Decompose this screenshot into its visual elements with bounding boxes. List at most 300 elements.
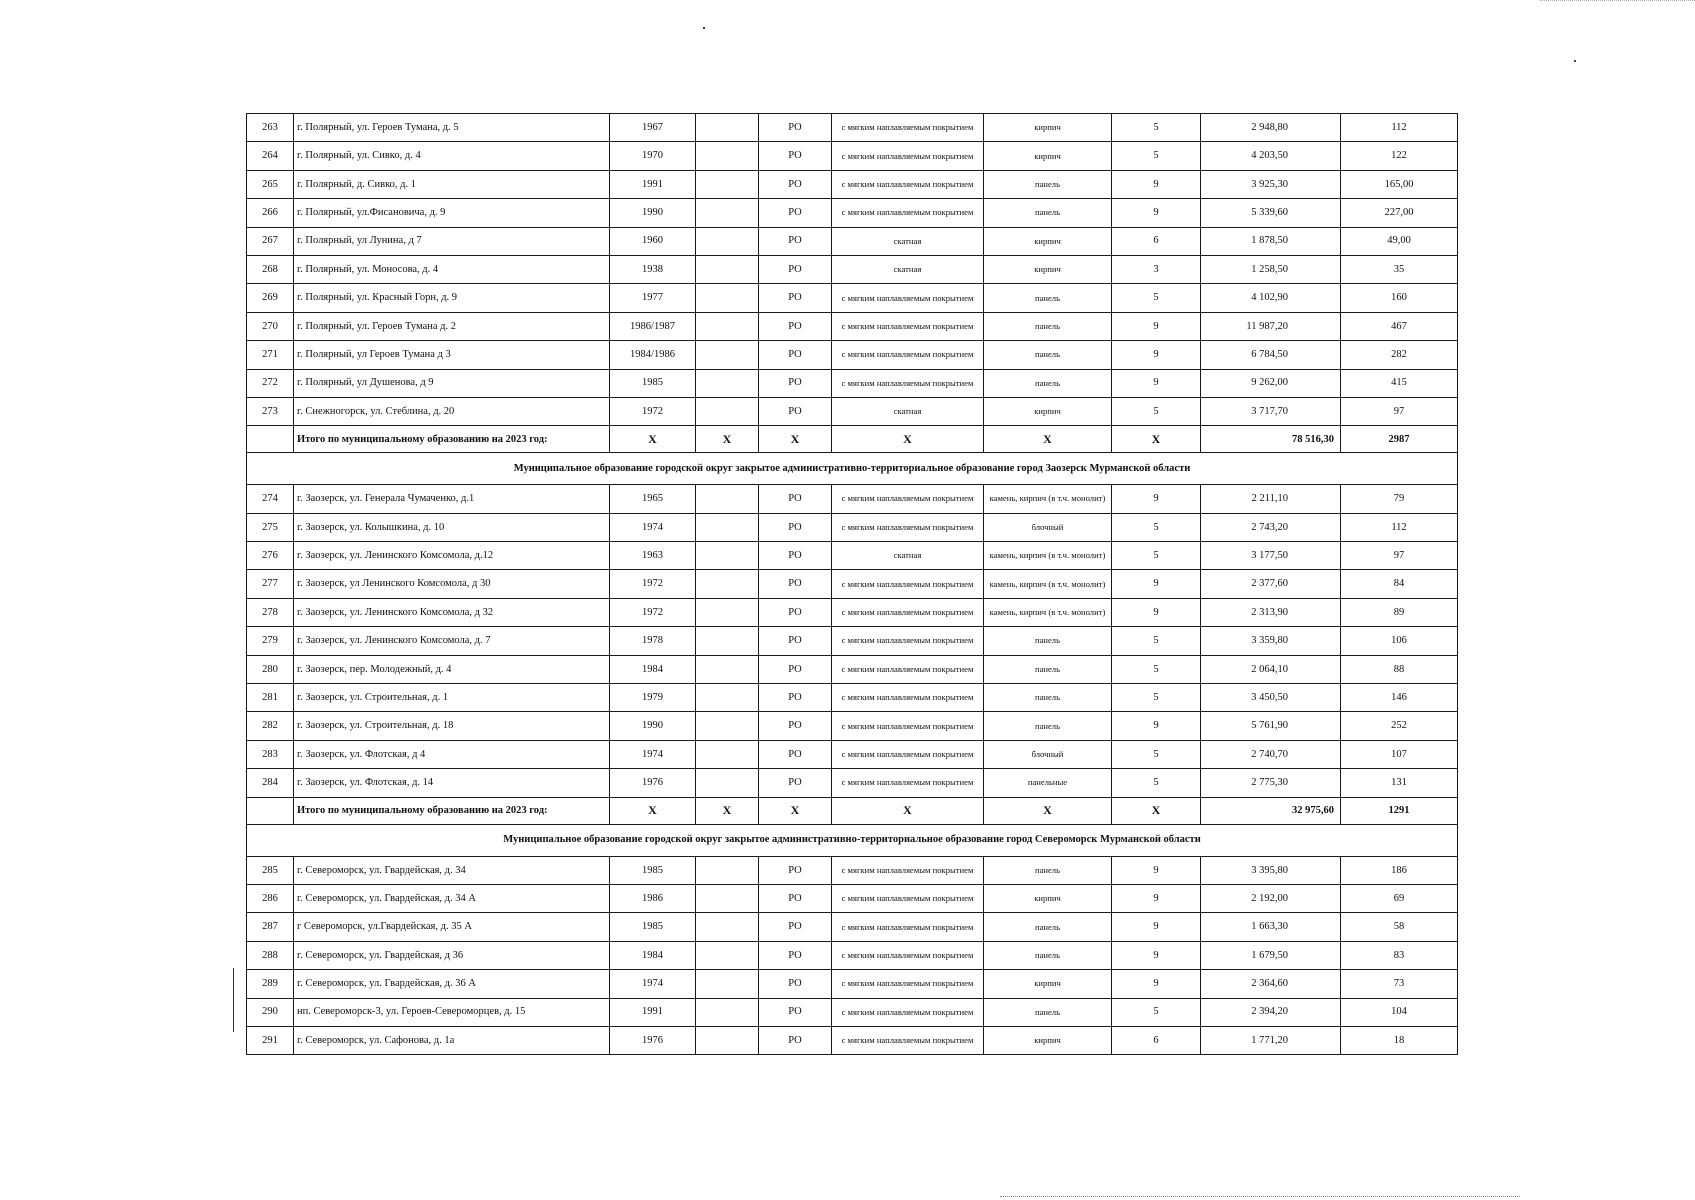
roof-cell: с мягким наплавляемым покрытием: [832, 142, 984, 170]
scan-edge-artifact: [1540, 0, 1695, 2]
area-cell: 5 761,90: [1201, 712, 1341, 740]
area-cell: 3 359,80: [1201, 627, 1341, 655]
total-area: 32 975,60: [1201, 797, 1341, 824]
blank-cell: [696, 284, 759, 312]
row-number: 289: [247, 970, 294, 998]
scan-bottom-artifact: [1000, 1196, 1520, 1198]
wall-material-cell: панель: [984, 941, 1112, 969]
residents-cell: 104: [1341, 998, 1458, 1026]
residents-cell: 146: [1341, 684, 1458, 712]
roof-cell: с мягким наплавляемым покрытием: [832, 1026, 984, 1054]
wall-material-cell: кирпич: [984, 114, 1112, 142]
total-x-mark: X: [984, 426, 1112, 453]
blank-cell: [696, 970, 759, 998]
address-cell: г. Заозерск, ул. Колышкина, д. 10: [294, 513, 610, 541]
wall-material-cell: кирпич: [984, 255, 1112, 283]
roof-cell: скатная: [832, 255, 984, 283]
roof-cell: с мягким наплавляемым покрытием: [832, 627, 984, 655]
wall-material-cell: панель: [984, 199, 1112, 227]
year-cell: 1990: [610, 199, 696, 227]
address-cell: г. Заозерск, ул. Ленинского Комсомола, д.12: [294, 542, 610, 570]
blank-cell: [696, 998, 759, 1026]
residents-cell: 97: [1341, 542, 1458, 570]
floors-cell: 5: [1112, 740, 1201, 768]
address-cell: г. Заозерск, пер. Молодежный, д. 4: [294, 655, 610, 683]
total-empty-cell: [247, 426, 294, 453]
table-row: [247, 255, 1458, 283]
total-empty-cell: [247, 797, 294, 824]
row-number: 280: [247, 655, 294, 683]
total-row: [247, 797, 1458, 824]
roof-cell: скатная: [832, 227, 984, 255]
address-cell: г. Снежногорск, ул. Стеблина, д. 20: [294, 397, 610, 425]
scan-speck: [1574, 60, 1576, 62]
address-cell: г. Североморск, ул. Гвардейская, д 36: [294, 941, 610, 969]
row-number: 281: [247, 684, 294, 712]
table-row: [247, 142, 1458, 170]
total-x-mark: X: [696, 797, 759, 824]
blank-cell: [696, 884, 759, 912]
row-number: 275: [247, 513, 294, 541]
residents-cell: 89: [1341, 598, 1458, 626]
area-cell: 2 948,80: [1201, 114, 1341, 142]
row-number: 267: [247, 227, 294, 255]
address-cell: г. Полярный, ул. Сивко, д. 4: [294, 142, 610, 170]
residents-cell: 165,00: [1341, 170, 1458, 198]
address-cell: г. Североморск, ул. Гвардейская, д. 36 А: [294, 970, 610, 998]
wall-material-cell: кирпич: [984, 1026, 1112, 1054]
row-number: 288: [247, 941, 294, 969]
type-cell: РО: [759, 655, 832, 683]
area-cell: 2 364,60: [1201, 970, 1341, 998]
blank-cell: [696, 542, 759, 570]
roof-cell: с мягким наплавляемым покрытием: [832, 856, 984, 884]
area-cell: 1 258,50: [1201, 255, 1341, 283]
area-cell: 1 663,30: [1201, 913, 1341, 941]
area-cell: 2 394,20: [1201, 998, 1341, 1026]
floors-cell: 5: [1112, 397, 1201, 425]
residents-cell: 97: [1341, 397, 1458, 425]
wall-material-cell: камень, кирпич (в т.ч. монолит): [984, 542, 1112, 570]
type-cell: РО: [759, 227, 832, 255]
floors-cell: 5: [1112, 142, 1201, 170]
floors-cell: 5: [1112, 542, 1201, 570]
type-cell: РО: [759, 941, 832, 969]
table-row: [247, 485, 1458, 513]
type-cell: РО: [759, 542, 832, 570]
address-cell: г. Полярный, ул. Моносова, д. 4: [294, 255, 610, 283]
residents-cell: 35: [1341, 255, 1458, 283]
residents-cell: 112: [1341, 513, 1458, 541]
roof-cell: с мягким наплавляемым покрытием: [832, 769, 984, 797]
roof-cell: с мягким наплавляемым покрытием: [832, 199, 984, 227]
residents-cell: 73: [1341, 970, 1458, 998]
address-cell: нп. Североморск-3, ул. Героев-Североморцев, д. 15: [294, 998, 610, 1026]
area-cell: 2 211,10: [1201, 485, 1341, 513]
blank-cell: [696, 740, 759, 768]
wall-material-cell: панельные: [984, 769, 1112, 797]
type-cell: РО: [759, 627, 832, 655]
table-row: [247, 227, 1458, 255]
year-cell: 1984: [610, 941, 696, 969]
roof-cell: с мягким наплавляемым покрытием: [832, 598, 984, 626]
area-cell: 2 192,00: [1201, 884, 1341, 912]
row-number: 268: [247, 255, 294, 283]
roof-cell: с мягким наплавляемым покрытием: [832, 740, 984, 768]
row-number: 287: [247, 913, 294, 941]
year-cell: 1976: [610, 1026, 696, 1054]
total-area: 78 516,30: [1201, 426, 1341, 453]
table-row: [247, 284, 1458, 312]
blank-cell: [696, 941, 759, 969]
section-header-row: [247, 453, 1458, 485]
residents-cell: 58: [1341, 913, 1458, 941]
row-number: 266: [247, 199, 294, 227]
wall-material-cell: панель: [984, 284, 1112, 312]
table-row: [247, 970, 1458, 998]
type-cell: РО: [759, 513, 832, 541]
address-cell: г. Полярный, ул Душенова, д 9: [294, 369, 610, 397]
year-cell: 1972: [610, 397, 696, 425]
roof-cell: с мягким наплавляемым покрытием: [832, 970, 984, 998]
table-row: [247, 769, 1458, 797]
residents-cell: 79: [1341, 485, 1458, 513]
residents-cell: 467: [1341, 312, 1458, 340]
row-number: 282: [247, 712, 294, 740]
floors-cell: 9: [1112, 199, 1201, 227]
row-number: 278: [247, 598, 294, 626]
address-cell: г. Североморск, ул. Гвардейская, д. 34 А: [294, 884, 610, 912]
floors-cell: 9: [1112, 369, 1201, 397]
table-row: [247, 598, 1458, 626]
year-cell: 1972: [610, 598, 696, 626]
address-cell: г. Полярный, ул. Героев Тумана, д. 5: [294, 114, 610, 142]
area-cell: 2 313,90: [1201, 598, 1341, 626]
roof-cell: с мягким наплавляемым покрытием: [832, 284, 984, 312]
table-row: [247, 655, 1458, 683]
year-cell: 1991: [610, 170, 696, 198]
blank-cell: [696, 369, 759, 397]
total-row: [247, 426, 1458, 453]
address-cell: г. Заозерск, ул. Ленинского Комсомола, д 32: [294, 598, 610, 626]
area-cell: 2 775,30: [1201, 769, 1341, 797]
wall-material-cell: панель: [984, 341, 1112, 369]
year-cell: 1970: [610, 142, 696, 170]
residents-cell: 84: [1341, 570, 1458, 598]
roof-cell: с мягким наплавляемым покрытием: [832, 341, 984, 369]
year-cell: 1984/1986: [610, 341, 696, 369]
total-residents: 1291: [1341, 797, 1458, 824]
blank-cell: [696, 856, 759, 884]
type-cell: РО: [759, 712, 832, 740]
year-cell: 1974: [610, 513, 696, 541]
area-cell: 2 377,60: [1201, 570, 1341, 598]
document-sheet: [246, 113, 1457, 1055]
roof-cell: скатная: [832, 397, 984, 425]
area-cell: 3 177,50: [1201, 542, 1341, 570]
table-row: [247, 712, 1458, 740]
total-x-mark: X: [610, 426, 696, 453]
table-row: [247, 856, 1458, 884]
row-number: 273: [247, 397, 294, 425]
table-row: [247, 513, 1458, 541]
residents-cell: 415: [1341, 369, 1458, 397]
wall-material-cell: панель: [984, 170, 1112, 198]
roof-cell: с мягким наплавляемым покрытием: [832, 570, 984, 598]
roof-cell: с мягким наплавляемым покрытием: [832, 998, 984, 1026]
row-number: 271: [247, 341, 294, 369]
roof-cell: с мягким наплавляемым покрытием: [832, 513, 984, 541]
floors-cell: 5: [1112, 627, 1201, 655]
table-row: [247, 913, 1458, 941]
table-row: [247, 884, 1458, 912]
type-cell: РО: [759, 884, 832, 912]
residents-cell: 88: [1341, 655, 1458, 683]
roof-cell: скатная: [832, 542, 984, 570]
row-number: 283: [247, 740, 294, 768]
row-number: 276: [247, 542, 294, 570]
year-cell: 1974: [610, 970, 696, 998]
floors-cell: 9: [1112, 913, 1201, 941]
address-cell: г. Заозерск, ул Ленинского Комсомола, д 30: [294, 570, 610, 598]
type-cell: РО: [759, 199, 832, 227]
table-row: [247, 369, 1458, 397]
total-label: Итого по муниципальному образованию на 2023 год:: [294, 797, 610, 824]
type-cell: РО: [759, 970, 832, 998]
floors-cell: 9: [1112, 856, 1201, 884]
area-cell: 3 450,50: [1201, 684, 1341, 712]
area-cell: 4 203,50: [1201, 142, 1341, 170]
residents-cell: 107: [1341, 740, 1458, 768]
wall-material-cell: панель: [984, 369, 1112, 397]
blank-cell: [696, 485, 759, 513]
floors-cell: 5: [1112, 998, 1201, 1026]
wall-material-cell: блочный: [984, 740, 1112, 768]
total-x-mark: X: [832, 797, 984, 824]
table-body: [247, 114, 1458, 1055]
wall-material-cell: панель: [984, 856, 1112, 884]
type-cell: РО: [759, 170, 832, 198]
address-cell: г. Североморск, ул. Гвардейская, д. 34: [294, 856, 610, 884]
row-number: 277: [247, 570, 294, 598]
address-cell: г. Полярный, ул. Красный Горн, д. 9: [294, 284, 610, 312]
year-cell: 1979: [610, 684, 696, 712]
type-cell: РО: [759, 312, 832, 340]
year-cell: 1972: [610, 570, 696, 598]
type-cell: РО: [759, 114, 832, 142]
roof-cell: с мягким наплавляемым покрытием: [832, 485, 984, 513]
roof-cell: с мягким наплавляемым покрытием: [832, 684, 984, 712]
type-cell: РО: [759, 570, 832, 598]
blank-cell: [696, 1026, 759, 1054]
address-cell: г. Полярный, д. Сивко, д. 1: [294, 170, 610, 198]
table-row: [247, 170, 1458, 198]
address-cell: г. Заозерск, ул. Флотская, д 4: [294, 740, 610, 768]
wall-material-cell: камень, кирпич (в т.ч. монолит): [984, 485, 1112, 513]
blank-cell: [696, 255, 759, 283]
row-number: 285: [247, 856, 294, 884]
floors-cell: 5: [1112, 684, 1201, 712]
total-x-mark: X: [984, 797, 1112, 824]
roof-cell: с мягким наплавляемым покрытием: [832, 884, 984, 912]
blank-cell: [696, 114, 759, 142]
address-cell: г. Заозерск, ул. Генерала Чумаченко, д.1: [294, 485, 610, 513]
blank-cell: [696, 513, 759, 541]
row-number: 265: [247, 170, 294, 198]
wall-material-cell: панель: [984, 913, 1112, 941]
row-number: 270: [247, 312, 294, 340]
residents-cell: 122: [1341, 142, 1458, 170]
area-cell: 11 987,20: [1201, 312, 1341, 340]
floors-cell: 5: [1112, 655, 1201, 683]
blank-cell: [696, 341, 759, 369]
roof-cell: с мягким наплавляемым покрытием: [832, 655, 984, 683]
wall-material-cell: панель: [984, 655, 1112, 683]
blank-cell: [696, 570, 759, 598]
table-row: [247, 998, 1458, 1026]
row-number: 263: [247, 114, 294, 142]
total-x-mark: X: [1112, 797, 1201, 824]
row-number: 284: [247, 769, 294, 797]
floors-cell: 9: [1112, 312, 1201, 340]
table-row: [247, 627, 1458, 655]
total-x-mark: X: [759, 426, 832, 453]
year-cell: 1974: [610, 740, 696, 768]
year-cell: 1963: [610, 542, 696, 570]
area-cell: 4 102,90: [1201, 284, 1341, 312]
type-cell: РО: [759, 142, 832, 170]
blank-cell: [696, 684, 759, 712]
row-number: 290: [247, 998, 294, 1026]
year-cell: 1985: [610, 913, 696, 941]
address-cell: г Североморск, ул.Гвардейская, д. 35 А: [294, 913, 610, 941]
wall-material-cell: панель: [984, 627, 1112, 655]
area-cell: 1 878,50: [1201, 227, 1341, 255]
row-number: 269: [247, 284, 294, 312]
floors-cell: 9: [1112, 970, 1201, 998]
floors-cell: 6: [1112, 227, 1201, 255]
type-cell: РО: [759, 740, 832, 768]
residents-cell: 131: [1341, 769, 1458, 797]
residents-cell: 69: [1341, 884, 1458, 912]
table-row: [247, 312, 1458, 340]
year-cell: 1976: [610, 769, 696, 797]
table-row: [247, 114, 1458, 142]
type-cell: РО: [759, 998, 832, 1026]
address-cell: г. Североморск, ул. Сафонова, д. 1а: [294, 1026, 610, 1054]
floors-cell: 9: [1112, 941, 1201, 969]
area-cell: 3 395,80: [1201, 856, 1341, 884]
row-number: 264: [247, 142, 294, 170]
blank-cell: [696, 598, 759, 626]
address-cell: г. Заозерск, ул. Флотская, д. 14: [294, 769, 610, 797]
floors-cell: 3: [1112, 255, 1201, 283]
table-row: [247, 684, 1458, 712]
type-cell: РО: [759, 913, 832, 941]
area-cell: 3 925,30: [1201, 170, 1341, 198]
wall-material-cell: панель: [984, 684, 1112, 712]
wall-material-cell: камень, кирпич (в т.ч. монолит): [984, 570, 1112, 598]
total-x-mark: X: [696, 426, 759, 453]
residents-cell: 49,00: [1341, 227, 1458, 255]
blank-cell: [696, 142, 759, 170]
blank-cell: [696, 227, 759, 255]
year-cell: 1991: [610, 998, 696, 1026]
type-cell: РО: [759, 598, 832, 626]
area-cell: 5 339,60: [1201, 199, 1341, 227]
floors-cell: 5: [1112, 284, 1201, 312]
year-cell: 1978: [610, 627, 696, 655]
roof-cell: с мягким наплавляемым покрытием: [832, 712, 984, 740]
residents-cell: 106: [1341, 627, 1458, 655]
total-label: Итого по муниципальному образованию на 2023 год:: [294, 426, 610, 453]
floors-cell: 6: [1112, 1026, 1201, 1054]
table-row: [247, 397, 1458, 425]
roof-cell: с мягким наплавляемым покрытием: [832, 941, 984, 969]
wall-material-cell: кирпич: [984, 227, 1112, 255]
type-cell: РО: [759, 341, 832, 369]
total-x-mark: X: [832, 426, 984, 453]
year-cell: 1985: [610, 856, 696, 884]
type-cell: РО: [759, 255, 832, 283]
row-number: 286: [247, 884, 294, 912]
type-cell: РО: [759, 369, 832, 397]
floors-cell: 9: [1112, 570, 1201, 598]
blank-cell: [696, 627, 759, 655]
type-cell: РО: [759, 684, 832, 712]
row-number: 291: [247, 1026, 294, 1054]
area-cell: 1 771,20: [1201, 1026, 1341, 1054]
area-cell: 3 717,70: [1201, 397, 1341, 425]
blank-cell: [696, 170, 759, 198]
section-header-row: [247, 824, 1458, 856]
total-x-mark: X: [610, 797, 696, 824]
type-cell: РО: [759, 284, 832, 312]
address-cell: г. Полярный, ул.Фисановича, д. 9: [294, 199, 610, 227]
type-cell: РО: [759, 856, 832, 884]
floors-cell: 9: [1112, 884, 1201, 912]
year-cell: 1960: [610, 227, 696, 255]
roof-cell: с мягким наплавляемым покрытием: [832, 913, 984, 941]
table-row: [247, 199, 1458, 227]
year-cell: 1984: [610, 655, 696, 683]
blank-cell: [696, 199, 759, 227]
blank-cell: [696, 312, 759, 340]
address-cell: г. Полярный, ул Героев Тумана д 3: [294, 341, 610, 369]
table-row: [247, 1026, 1458, 1054]
row-number: 274: [247, 485, 294, 513]
table-row: [247, 341, 1458, 369]
section-title: Муниципальное образование городской округ закрытое административно-территориальное образование город Североморск Мурманской области: [247, 824, 1458, 856]
roof-cell: с мягким наплавляемым покрытием: [832, 170, 984, 198]
buildings-table: [246, 113, 1458, 1055]
wall-material-cell: кирпич: [984, 970, 1112, 998]
table-row: [247, 570, 1458, 598]
wall-material-cell: панель: [984, 712, 1112, 740]
floors-cell: 9: [1112, 712, 1201, 740]
table-row: [247, 941, 1458, 969]
roof-cell: с мягким наплавляемым покрытием: [832, 312, 984, 340]
address-cell: г. Заозерск, ул. Строительная, д. 1: [294, 684, 610, 712]
year-cell: 1985: [610, 369, 696, 397]
type-cell: РО: [759, 397, 832, 425]
roof-cell: с мягким наплавляемым покрытием: [832, 369, 984, 397]
wall-material-cell: кирпич: [984, 397, 1112, 425]
address-cell: г. Заозерск, ул. Строительная, д. 18: [294, 712, 610, 740]
address-cell: г. Заозерск, ул. Ленинского Комсомола, д. 7: [294, 627, 610, 655]
wall-material-cell: камень, кирпич (в т.ч. монолит): [984, 598, 1112, 626]
residents-cell: 252: [1341, 712, 1458, 740]
